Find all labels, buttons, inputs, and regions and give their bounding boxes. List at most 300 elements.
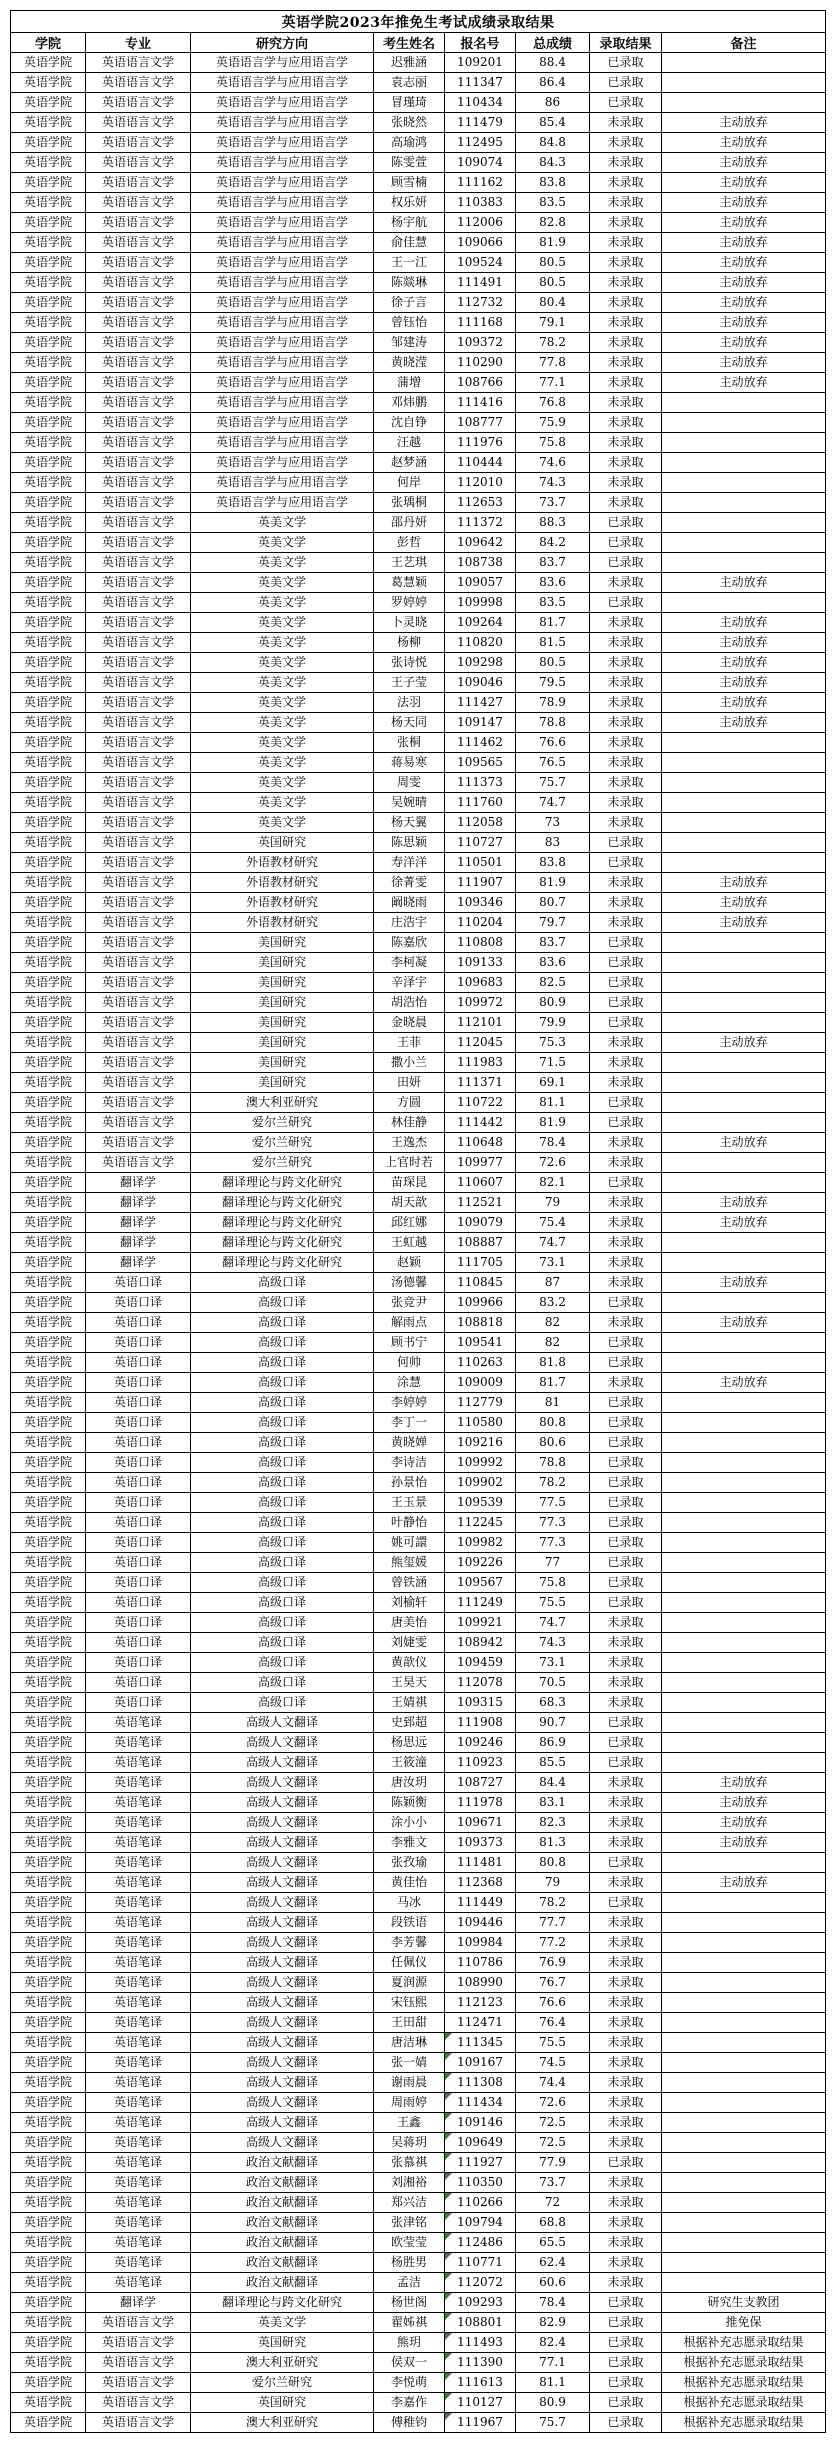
cell-college: 英语学院 <box>11 1313 86 1333</box>
cell-direction: 爱尔兰研究 <box>191 1153 374 1173</box>
cell-remark: 主动放弃 <box>662 1773 826 1793</box>
cell-candidate-name: 张晓然 <box>374 113 445 133</box>
table-row <box>11 1733 826 1753</box>
cell-major: 翻译学 <box>86 1213 191 1233</box>
cell-result: 未录取 <box>590 213 662 233</box>
cell-college: 英语学院 <box>11 73 86 93</box>
cell-candidate-name: 王筱潼 <box>374 1753 445 1773</box>
cell-major: 英语笔译 <box>86 2253 191 2273</box>
cell-college: 英语学院 <box>11 653 86 673</box>
cell-reg-no: 109066 <box>445 233 516 253</box>
cell-college: 英语学院 <box>11 2373 86 2393</box>
cell-reg-no: 111491 <box>445 273 516 293</box>
cell-candidate-name: 唐洁琳 <box>374 2033 445 2053</box>
cell-result: 未录取 <box>590 233 662 253</box>
cell-major: 英语语言文学 <box>86 893 191 913</box>
cell-direction: 高级口译 <box>191 1313 374 1333</box>
cell-reg-no: 109147 <box>445 713 516 733</box>
cell-college: 英语学院 <box>11 913 86 933</box>
cell-candidate-name: 王一江 <box>374 253 445 273</box>
cell-direction: 高级人文翻译 <box>191 2133 374 2153</box>
cell-major: 英语语言文学 <box>86 353 191 373</box>
cell-direction: 高级人文翻译 <box>191 1813 374 1833</box>
cell-result: 未录取 <box>590 333 662 353</box>
cell-college: 英语学院 <box>11 1013 86 1033</box>
cell-remark: 主动放弃 <box>662 693 826 713</box>
table-row <box>11 1453 826 1473</box>
cell-result: 已录取 <box>590 1733 662 1753</box>
cell-college: 英语学院 <box>11 953 86 973</box>
cell-result: 未录取 <box>590 1273 662 1293</box>
cell-major: 英语语言文学 <box>86 433 191 453</box>
cell-candidate-name: 张竞尹 <box>374 1293 445 1313</box>
cell-result: 未录取 <box>590 493 662 513</box>
cell-total-score: 80.9 <box>516 993 590 1013</box>
cell-college: 英语学院 <box>11 1973 86 1993</box>
results-sheet <box>10 10 825 2433</box>
cell-major: 英语语言文学 <box>86 113 191 133</box>
cell-reg-no: 110434 <box>445 93 516 113</box>
cell-remark <box>662 933 826 953</box>
cell-college: 英语学院 <box>11 813 86 833</box>
cell-major: 英语笔译 <box>86 2153 191 2173</box>
cell-total-score: 76.7 <box>516 1973 590 1993</box>
cell-remark <box>662 1853 826 1873</box>
cell-remark: 主动放弃 <box>662 113 826 133</box>
cell-result: 已录取 <box>590 1173 662 1193</box>
cell-major: 英语语言文学 <box>86 833 191 853</box>
table-row <box>11 1593 826 1613</box>
table-row <box>11 953 826 973</box>
table-row <box>11 873 826 893</box>
cell-direction: 高级人文翻译 <box>191 1933 374 1953</box>
cell-total-score: 80.5 <box>516 653 590 673</box>
cell-remark <box>662 813 826 833</box>
table-row <box>11 1213 826 1233</box>
cell-reg-no: 111347 <box>445 73 516 93</box>
cell-remark <box>662 1353 826 1373</box>
cell-college: 英语学院 <box>11 613 86 633</box>
cell-remark: 主动放弃 <box>662 233 826 253</box>
cell-major: 英语笔译 <box>86 1733 191 1753</box>
cell-candidate-name: 王菲 <box>374 1033 445 1053</box>
cell-result: 未录取 <box>590 1253 662 1273</box>
cell-reg-no: 109201 <box>445 53 516 73</box>
cell-remark <box>662 1713 826 1733</box>
cell-remark <box>662 1693 826 1713</box>
table-row <box>11 1473 826 1493</box>
cell-reg-no: 111705 <box>445 1253 516 1273</box>
cell-result: 已录取 <box>590 2373 662 2393</box>
cell-college: 英语学院 <box>11 473 86 493</box>
cell-result: 未录取 <box>590 273 662 293</box>
cell-result: 未录取 <box>590 393 662 413</box>
cell-candidate-name: 赵颖 <box>374 1253 445 1273</box>
cell-candidate-name: 解雨点 <box>374 1313 445 1333</box>
cell-result: 未录取 <box>590 1673 662 1693</box>
table-row <box>11 1953 826 1973</box>
cell-direction: 高级人文翻译 <box>191 1953 374 1973</box>
cell-result: 未录取 <box>590 413 662 433</box>
cell-major: 英语笔译 <box>86 1793 191 1813</box>
cell-college: 英语学院 <box>11 2013 86 2033</box>
cell-result: 未录取 <box>590 1133 662 1153</box>
cell-total-score: 73.7 <box>516 493 590 513</box>
cell-reg-no: 108818 <box>445 1313 516 1333</box>
cell-remark <box>662 1953 826 1973</box>
cell-candidate-name: 周雯 <box>374 773 445 793</box>
cell-candidate-name: 翟姊祺 <box>374 2313 445 2333</box>
cell-direction: 高级人文翻译 <box>191 2093 374 2113</box>
cell-remark <box>662 1453 826 1473</box>
cell-reg-no: 111434 <box>445 2093 516 2113</box>
cell-result: 未录取 <box>590 293 662 313</box>
cell-candidate-name: 张孜瑜 <box>374 1853 445 1873</box>
cell-remark <box>662 1253 826 1273</box>
cell-result: 已录取 <box>590 93 662 113</box>
cell-result: 已录取 <box>590 2353 662 2373</box>
table-row <box>11 1233 826 1253</box>
cell-college: 英语学院 <box>11 453 86 473</box>
table-row <box>11 1813 826 1833</box>
cell-reg-no: 109446 <box>445 1913 516 1933</box>
cell-candidate-name: 史郅超 <box>374 1713 445 1733</box>
cell-total-score: 83.5 <box>516 193 590 213</box>
cell-total-score: 81.3 <box>516 1833 590 1853</box>
cell-result: 未录取 <box>590 1653 662 1673</box>
cell-total-score: 74.7 <box>516 793 590 813</box>
cell-remark <box>662 1473 826 1493</box>
cell-remark <box>662 2193 826 2213</box>
cell-remark <box>662 1913 826 1933</box>
cell-total-score: 72 <box>516 2193 590 2213</box>
cell-major: 英语语言文学 <box>86 453 191 473</box>
table-row <box>11 2173 826 2193</box>
cell-total-score: 78.2 <box>516 333 590 353</box>
cell-remark: 主动放弃 <box>662 913 826 933</box>
cell-total-score: 76.4 <box>516 2013 590 2033</box>
cell-reg-no: 111462 <box>445 733 516 753</box>
cell-reg-no: 111371 <box>445 1073 516 1093</box>
table-row <box>11 793 826 813</box>
cell-candidate-name: 黄歆仪 <box>374 1653 445 1673</box>
cell-total-score: 79.1 <box>516 313 590 333</box>
cell-total-score: 74.3 <box>516 1633 590 1653</box>
cell-candidate-name: 杨思远 <box>374 1733 445 1753</box>
cell-reg-no: 109264 <box>445 613 516 633</box>
cell-result: 已录取 <box>590 853 662 873</box>
table-row <box>11 1993 826 2013</box>
cell-major: 英语笔译 <box>86 2193 191 2213</box>
cell-candidate-name: 李嘉作 <box>374 2393 445 2413</box>
cell-direction: 外语教材研究 <box>191 893 374 913</box>
table-row <box>11 173 826 193</box>
cell-reg-no: 109972 <box>445 993 516 1013</box>
cell-reg-no: 109794 <box>445 2213 516 2233</box>
table-row <box>11 453 826 473</box>
cell-candidate-name: 王子莹 <box>374 673 445 693</box>
cell-reg-no: 109539 <box>445 1493 516 1513</box>
table-row <box>11 2413 826 2433</box>
table-row <box>11 2113 826 2133</box>
table-row <box>11 73 826 93</box>
cell-result: 已录取 <box>590 1393 662 1413</box>
cell-remark: 主动放弃 <box>662 1133 826 1153</box>
cell-candidate-name: 徐菁雯 <box>374 873 445 893</box>
cell-total-score: 68.8 <box>516 2213 590 2233</box>
cell-reg-no: 111976 <box>445 433 516 453</box>
table-row <box>11 2033 826 2053</box>
cell-college: 英语学院 <box>11 513 86 533</box>
cell-remark: 主动放弃 <box>662 373 826 393</box>
cell-major: 英语笔译 <box>86 1993 191 2013</box>
cell-result: 已录取 <box>590 1753 662 1773</box>
cell-result: 未录取 <box>590 573 662 593</box>
table-row <box>11 733 826 753</box>
cell-college: 英语学院 <box>11 2153 86 2173</box>
cell-direction: 政治文献翻译 <box>191 2273 374 2293</box>
cell-candidate-name: 王虹越 <box>374 1233 445 1253</box>
cell-reg-no: 109167 <box>445 2053 516 2073</box>
cell-college: 英语学院 <box>11 1293 86 1313</box>
table-row <box>11 1913 826 1933</box>
cell-college: 英语学院 <box>11 353 86 373</box>
cell-total-score: 74.3 <box>516 473 590 493</box>
cell-result: 未录取 <box>590 1993 662 2013</box>
cell-direction: 高级人文翻译 <box>191 1793 374 1813</box>
table-body <box>11 53 826 2433</box>
cell-direction: 澳大利亚研究 <box>191 2353 374 2373</box>
cell-college: 英语学院 <box>11 1933 86 1953</box>
cell-college: 英语学院 <box>11 873 86 893</box>
cell-total-score: 79.7 <box>516 913 590 933</box>
cell-direction: 高级口译 <box>191 1573 374 1593</box>
cell-result: 已录取 <box>590 2153 662 2173</box>
cell-major: 英语口译 <box>86 1453 191 1473</box>
cell-college: 英语学院 <box>11 1033 86 1053</box>
cell-direction: 英语语言学与应用语言学 <box>191 193 374 213</box>
cell-remark: 主动放弃 <box>662 313 826 333</box>
cell-major: 英语语言文学 <box>86 2413 191 2433</box>
cell-direction: 高级口译 <box>191 1513 374 1533</box>
cell-major: 英语口译 <box>86 1313 191 1333</box>
cell-remark: 主动放弃 <box>662 213 826 233</box>
cell-result: 未录取 <box>590 793 662 813</box>
cell-college: 英语学院 <box>11 1733 86 1753</box>
cell-total-score: 80.8 <box>516 1853 590 1873</box>
cell-college: 英语学院 <box>11 1673 86 1693</box>
cell-college: 英语学院 <box>11 2033 86 2053</box>
cell-candidate-name: 李丁一 <box>374 1413 445 1433</box>
cell-major: 英语语言文学 <box>86 73 191 93</box>
cell-total-score: 81.7 <box>516 613 590 633</box>
cell-direction: 英语语言学与应用语言学 <box>191 373 374 393</box>
cell-college: 英语学院 <box>11 1713 86 1733</box>
cell-direction: 英语语言学与应用语言学 <box>191 153 374 173</box>
cell-college: 英语学院 <box>11 393 86 413</box>
cell-reg-no: 111449 <box>445 1893 516 1913</box>
cell-result: 未录取 <box>590 2093 662 2113</box>
cell-result: 未录取 <box>590 893 662 913</box>
table-row <box>11 213 826 233</box>
cell-major: 英语口译 <box>86 1373 191 1393</box>
results-table <box>10 10 826 2433</box>
table-row <box>11 2153 826 2173</box>
table-row <box>11 413 826 433</box>
cell-direction: 英语语言学与应用语言学 <box>191 353 374 373</box>
cell-remark: 根据补充志愿录取结果 <box>662 2373 826 2393</box>
cell-candidate-name: 阚晓雨 <box>374 893 445 913</box>
cell-major: 英语语言文学 <box>86 213 191 233</box>
cell-candidate-name: 赵梦涵 <box>374 453 445 473</box>
cell-major: 英语笔译 <box>86 2213 191 2233</box>
cell-remark <box>662 593 826 613</box>
cell-college: 英语学院 <box>11 1253 86 1273</box>
cell-total-score: 81 <box>516 1393 590 1413</box>
cell-total-score: 79.9 <box>516 1013 590 1033</box>
cell-candidate-name: 傅稚钧 <box>374 2413 445 2433</box>
cell-college: 英语学院 <box>11 253 86 273</box>
table-row <box>11 833 826 853</box>
cell-total-score: 65.5 <box>516 2233 590 2253</box>
cell-candidate-name: 顾书宁 <box>374 1333 445 1353</box>
cell-major: 英语语言文学 <box>86 713 191 733</box>
cell-result: 已录取 <box>590 593 662 613</box>
cell-reg-no: 110808 <box>445 933 516 953</box>
cell-reg-no: 111908 <box>445 1713 516 1733</box>
cell-direction: 政治文献翻译 <box>191 2253 374 2273</box>
cell-reg-no: 109541 <box>445 1333 516 1353</box>
cell-result: 未录取 <box>590 1613 662 1633</box>
table-row <box>11 473 826 493</box>
cell-remark <box>662 393 826 413</box>
cell-reg-no: 110444 <box>445 453 516 473</box>
cell-candidate-name: 夏润源 <box>374 1973 445 1993</box>
cell-reg-no: 109982 <box>445 1533 516 1553</box>
cell-reg-no: 109046 <box>445 673 516 693</box>
table-row <box>11 253 826 273</box>
cell-remark <box>662 93 826 113</box>
cell-candidate-name: 杨柳 <box>374 633 445 653</box>
cell-total-score: 83.2 <box>516 1293 590 1313</box>
cell-result: 已录取 <box>590 1413 662 1433</box>
cell-result: 未录取 <box>590 1153 662 1173</box>
cell-remark: 主动放弃 <box>662 273 826 293</box>
cell-candidate-name: 李悦萌 <box>374 2373 445 2393</box>
cell-remark: 主动放弃 <box>662 253 826 273</box>
cell-reg-no: 109524 <box>445 253 516 273</box>
cell-reg-no: 111162 <box>445 173 516 193</box>
cell-total-score: 80.7 <box>516 893 590 913</box>
cell-total-score: 82.8 <box>516 213 590 233</box>
table-row <box>11 573 826 593</box>
table-row <box>11 2313 826 2333</box>
table-row <box>11 893 826 913</box>
cell-remark: 主动放弃 <box>662 1793 826 1813</box>
table-row <box>11 293 826 313</box>
cell-result: 未录取 <box>590 1073 662 1093</box>
cell-reg-no: 112521 <box>445 1193 516 1213</box>
cell-college: 英语学院 <box>11 673 86 693</box>
cell-major: 英语笔译 <box>86 2013 191 2033</box>
table-row <box>11 193 826 213</box>
cell-candidate-name: 唐美怡 <box>374 1613 445 1633</box>
cell-remark <box>662 53 826 73</box>
cell-major: 英语语言文学 <box>86 1153 191 1173</box>
cell-direction: 翻译理论与跨文化研究 <box>191 1213 374 1233</box>
cell-reg-no: 109683 <box>445 973 516 993</box>
cell-result: 未录取 <box>590 2053 662 2073</box>
cell-total-score: 81.5 <box>516 633 590 653</box>
cell-reg-no: 108942 <box>445 1633 516 1653</box>
cell-college: 英语学院 <box>11 1273 86 1293</box>
cell-result: 未录取 <box>590 753 662 773</box>
cell-direction: 高级口译 <box>191 1613 374 1633</box>
table-row <box>11 1013 826 1033</box>
cell-college: 英语学院 <box>11 173 86 193</box>
cell-candidate-name: 金晓晨 <box>374 1013 445 1033</box>
table-row <box>11 593 826 613</box>
cell-remark <box>662 993 826 1013</box>
cell-college: 英语学院 <box>11 293 86 313</box>
cell-major: 英语语言文学 <box>86 1013 191 1033</box>
cell-reg-no: 109966 <box>445 1293 516 1313</box>
cell-result: 未录取 <box>590 133 662 153</box>
cell-major: 英语语言文学 <box>86 1113 191 1133</box>
cell-remark <box>662 1753 826 1773</box>
cell-college: 英语学院 <box>11 1633 86 1653</box>
cell-candidate-name: 王婧祺 <box>374 1693 445 1713</box>
cell-reg-no: 112058 <box>445 813 516 833</box>
cell-result: 已录取 <box>590 1573 662 1593</box>
table-row <box>11 1573 826 1593</box>
title-row <box>11 11 826 33</box>
cell-result: 未录取 <box>590 2173 662 2193</box>
cell-major: 英语口译 <box>86 1593 191 1613</box>
cell-major: 英语口译 <box>86 1573 191 1593</box>
cell-candidate-name: 林佳静 <box>374 1113 445 1133</box>
cell-reg-no: 111907 <box>445 873 516 893</box>
cell-reg-no: 111760 <box>445 793 516 813</box>
cell-total-score: 77.3 <box>516 1513 590 1533</box>
cell-total-score: 83.7 <box>516 553 590 573</box>
cell-result: 未录取 <box>590 173 662 193</box>
cell-remark <box>662 1533 826 1553</box>
cell-major: 英语口译 <box>86 1533 191 1553</box>
cell-college: 英语学院 <box>11 533 86 553</box>
cell-candidate-name: 蒋易寒 <box>374 753 445 773</box>
cell-total-score: 80.9 <box>516 2393 590 2413</box>
table-row <box>11 1693 826 1713</box>
cell-reg-no: 111442 <box>445 1113 516 1133</box>
cell-direction: 英语语言学与应用语言学 <box>191 253 374 273</box>
cell-major: 英语语言文学 <box>86 233 191 253</box>
cell-major: 英语语言文学 <box>86 633 191 653</box>
cell-total-score: 75.8 <box>516 433 590 453</box>
cell-direction: 高级口译 <box>191 1593 374 1613</box>
cell-college: 英语学院 <box>11 1593 86 1613</box>
cell-remark <box>662 1413 826 1433</box>
cell-college: 英语学院 <box>11 333 86 353</box>
cell-candidate-name: 何岸 <box>374 473 445 493</box>
cell-direction: 高级人文翻译 <box>191 1853 374 1873</box>
cell-reg-no: 112486 <box>445 2233 516 2253</box>
table-row <box>11 973 826 993</box>
cell-major: 英语语言文学 <box>86 313 191 333</box>
cell-candidate-name: 唐汝玥 <box>374 1773 445 1793</box>
cell-result: 已录取 <box>590 1713 662 1733</box>
cell-direction: 美国研究 <box>191 1033 374 1053</box>
